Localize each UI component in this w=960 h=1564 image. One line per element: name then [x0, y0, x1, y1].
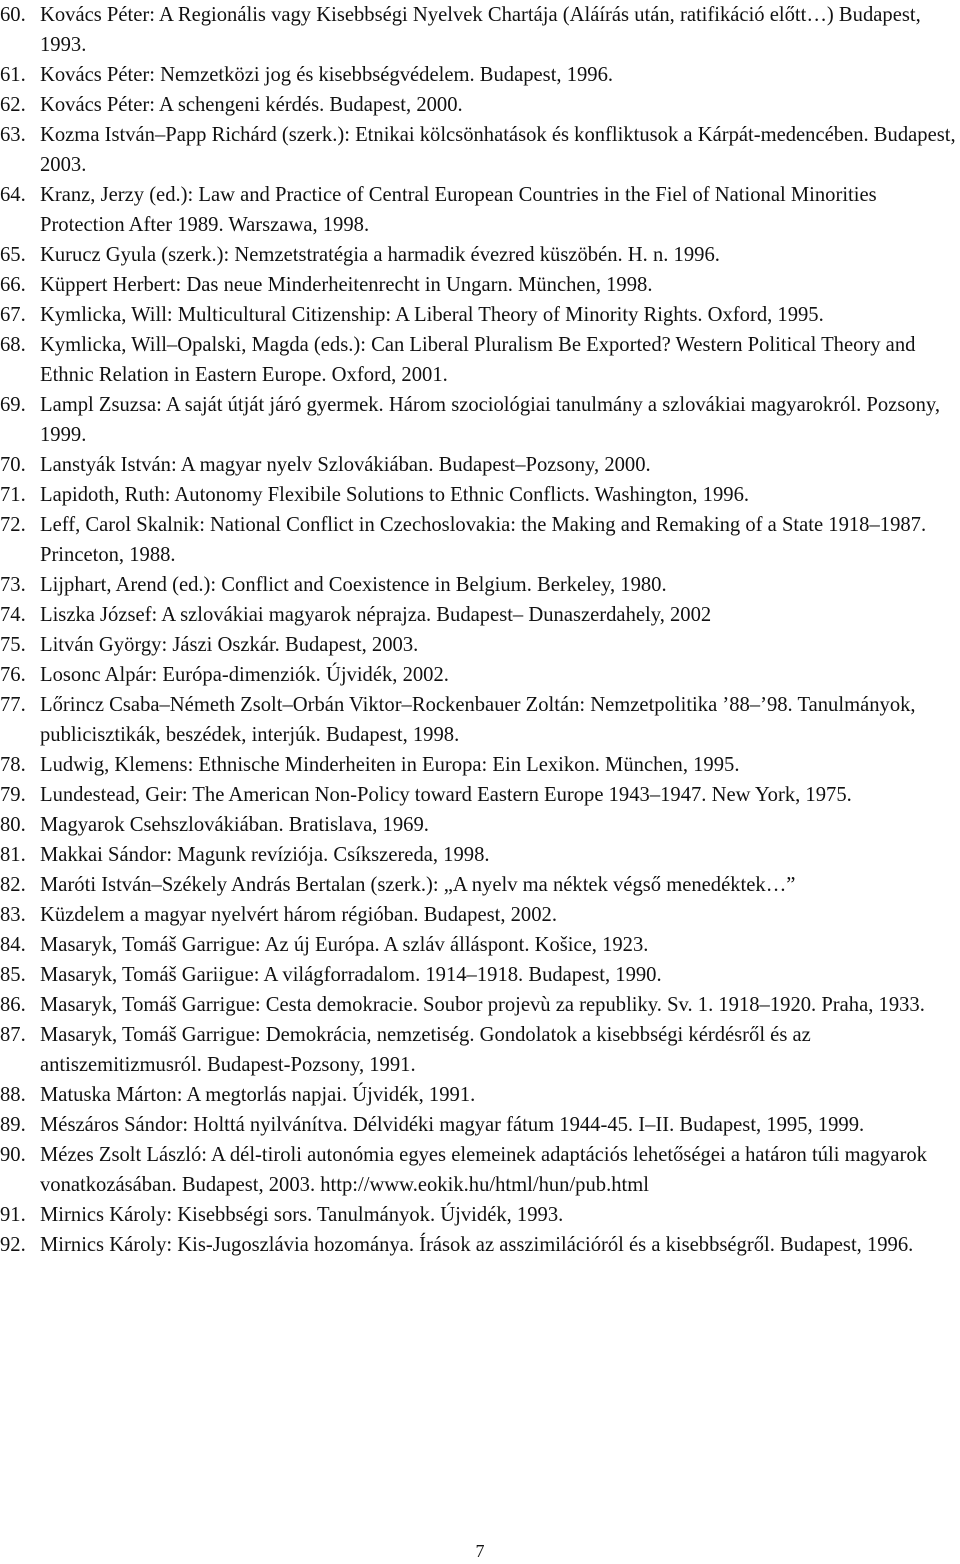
reference-item	[0, 570, 958, 600]
reference-item	[0, 780, 958, 810]
reference-text: Mirnics Károly: Kisebbségi sors. Tanulmányok. Újvidék, 1993.	[40, 1204, 564, 1226]
reference-item	[0, 840, 958, 870]
reference-number: 78.	[0, 754, 26, 776]
reference-item	[0, 1020, 958, 1080]
reference-number: 67.	[0, 304, 26, 326]
reference-number: 83.	[0, 904, 26, 926]
reference-number: 63.	[0, 124, 26, 146]
reference-item	[0, 1110, 958, 1140]
reference-text: Ludwig, Klemens: Ethnische Minderheiten in Europa: Ein Lexikon. München, 1995.	[40, 754, 740, 776]
reference-number: 77.	[0, 694, 26, 716]
reference-text: Masaryk, Tomáš Garrigue: Az új Európa. A szláv álláspont. Košice, 1923.	[40, 934, 649, 956]
reference-item	[0, 1200, 958, 1230]
reference-text: Lampl Zsuzsa: A saját útját járó gyermek. Három szociológiai tanulmány a szlovákiai magyarokról. Pozsony, 1999.	[40, 394, 940, 446]
reference-text: Kymlicka, Will: Multicultural Citizenship: A Liberal Theory of Minority Rights. Oxford, 1995.	[40, 304, 824, 326]
reference-number: 82.	[0, 874, 26, 896]
reference-item	[0, 1080, 958, 1110]
reference-number: 79.	[0, 784, 26, 806]
reference-text: Lőrincz Csaba–Németh Zsolt–Orbán Viktor–Rockenbauer Zoltán: Nemzetpolitika ’88–’98. Tanulmányok, publicisztikák, beszédek, interjúk. Budapest, 1998.	[40, 694, 916, 746]
reference-item	[0, 870, 958, 900]
reference-number: 88.	[0, 1084, 26, 1106]
reference-item	[0, 90, 958, 120]
reference-item	[0, 930, 958, 960]
reference-item	[0, 510, 958, 570]
reference-item	[0, 660, 958, 690]
reference-number: 64.	[0, 184, 26, 206]
reference-text: Kozma István–Papp Richárd (szerk.): Etnikai kölcsönhatások és konfliktusok a Kárpát-medencében. Budapest, 2003.	[40, 124, 956, 176]
reference-text: Kranz, Jerzy (ed.): Law and Practice of Central European Countries in the Fiel of National Minorities Protection After 1989. Warszawa, 1998.	[40, 184, 877, 236]
page-number: 7	[475, 1541, 485, 1561]
reference-item	[0, 990, 958, 1020]
reference-item	[0, 240, 958, 270]
reference-number: 70.	[0, 454, 26, 476]
reference-number: 92.	[0, 1234, 26, 1256]
reference-number: 87.	[0, 1024, 26, 1046]
reference-text: Matuska Márton: A megtorlás napjai. Újvidék, 1991.	[40, 1084, 476, 1106]
reference-number: 80.	[0, 814, 26, 836]
reference-number: 81.	[0, 844, 26, 866]
reference-number: 89.	[0, 1114, 26, 1136]
reference-text: Kurucz Gyula (szerk.): Nemzetstratégia a harmadik évezred küszöbén. H. n. 1996.	[40, 244, 720, 266]
reference-number: 84.	[0, 934, 26, 956]
reference-number: 74.	[0, 604, 26, 626]
reference-text: Leff, Carol Skalnik: National Conflict in Czechoslovakia: the Making and Remaking of a State 1918–1987. Princeton, 1988.	[40, 514, 927, 566]
reference-text: Masaryk, Tomáš Gariigue: A világforradalom. 1914–1918. Budapest, 1990.	[40, 964, 662, 986]
reference-text: Masaryk, Tomáš Garrigue: Cesta demokracie. Soubor projevù za republiky. Sv. 1. 1918–1920. Praha, 1933.	[40, 994, 925, 1016]
reference-number: 69.	[0, 394, 26, 416]
reference-text: Litván György: Jászi Oszkár. Budapest, 2003.	[40, 634, 419, 656]
reference-text: Mészáros Sándor: Holttá nyilvánítva. Délvidéki magyar fátum 1944-45. I–II. Budapest, 1995, 1999.	[40, 1114, 865, 1136]
reference-item	[0, 810, 958, 840]
reference-text: Kovács Péter: A schengeni kérdés. Budapest, 2000.	[40, 94, 463, 116]
reference-item	[0, 1230, 958, 1260]
reference-item	[0, 630, 958, 660]
reference-text: Makkai Sándor: Magunk revíziója. Csíkszereda, 1998.	[40, 844, 490, 866]
reference-number: 86.	[0, 994, 26, 1016]
reference-text: Losonc Alpár: Európa-dimenziók. Újvidék, 2002.	[40, 664, 449, 686]
reference-number: 65.	[0, 244, 26, 266]
reference-text: Kymlicka, Will–Opalski, Magda (eds.): Can Liberal Pluralism Be Exported? Western Political Theory and Ethnic Relation in Eastern Europe. Oxford, 2001.	[40, 334, 916, 386]
reference-number: 75.	[0, 634, 26, 656]
reference-number: 71.	[0, 484, 26, 506]
reference-item	[0, 330, 958, 390]
reference-item	[0, 960, 958, 990]
reference-text: Liszka József: A szlovákiai magyarok néprajza. Budapest– Dunaszerdahely, 2002	[40, 604, 712, 626]
reference-item	[0, 180, 958, 240]
reference-text: Magyarok Csehszlovákiában. Bratislava, 1969.	[40, 814, 429, 836]
reference-text: Mirnics Károly: Kis-Jugoszlávia hozománya. Írások az asszimilációról és a kisebbségről. Budapest, 1996.	[40, 1234, 914, 1256]
reference-item	[0, 120, 958, 180]
reference-text: Maróti István–Székely András Bertalan (szerk.): „A nyelv ma néktek végső menedéktek…”	[40, 874, 796, 896]
reference-item	[0, 690, 958, 750]
reference-text: Kovács Péter: A Regionális vagy Kisebbségi Nyelvek Chartája (Aláírás után, ratifikáció előtt…) Budapest, 1993.	[40, 4, 921, 56]
reference-number: 61.	[0, 64, 26, 86]
reference-item	[0, 60, 958, 90]
reference-number: 62.	[0, 94, 26, 116]
reference-number: 60.	[0, 4, 26, 26]
reference-item	[0, 300, 958, 330]
reference-text: Lijphart, Arend (ed.): Conflict and Coexistence in Belgium. Berkeley, 1980.	[40, 574, 667, 596]
reference-text: Lapidoth, Ruth: Autonomy Flexibile Solutions to Ethnic Conflicts. Washington, 1996.	[40, 484, 750, 506]
reference-number: 91.	[0, 1204, 26, 1226]
reference-item	[0, 450, 958, 480]
reference-item	[0, 750, 958, 780]
reference-item	[0, 270, 958, 300]
reference-item	[0, 600, 958, 630]
reference-number: 73.	[0, 574, 26, 596]
reference-text: Kovács Péter: Nemzetközi jog és kisebbségvédelem. Budapest, 1996.	[40, 64, 614, 86]
reference-text: Lanstyák István: A magyar nyelv Szlovákiában. Budapest–Pozsony, 2000.	[40, 454, 651, 476]
reference-text: Küzdelem a magyar nyelvért három régióban. Budapest, 2002.	[40, 904, 557, 926]
reference-number: 90.	[0, 1144, 26, 1166]
reference-item	[0, 390, 958, 450]
reference-item	[0, 480, 958, 510]
reference-text: Lundestead, Geir: The American Non-Policy toward Eastern Europe 1943–1947. New York, 1975.	[40, 784, 852, 806]
reference-item	[0, 0, 958, 60]
reference-number: 85.	[0, 964, 26, 986]
reference-text: Küppert Herbert: Das neue Minderheitenrecht in Ungarn. München, 1998.	[40, 274, 653, 296]
reference-number: 68.	[0, 334, 26, 356]
reference-text: Mézes Zsolt László: A dél-tiroli autonómia egyes elemeinek adaptációs lehetőségei a határon túli magyarok vonatkozásában. Budapest, 2003. http://www.eokik.hu/html/hun/pub.html	[40, 1144, 927, 1196]
reference-item	[0, 900, 958, 930]
reference-text: Masaryk, Tomáš Garrigue: Demokrácia, nemzetiség. Gondolatok a kisebbségi kérdésről és az antiszemitizmusról. Budapest-Pozsony, 1991.	[40, 1024, 811, 1076]
reference-number: 76.	[0, 664, 26, 686]
reference-number: 72.	[0, 514, 26, 536]
reference-number: 66.	[0, 274, 26, 296]
reference-item	[0, 1140, 958, 1200]
